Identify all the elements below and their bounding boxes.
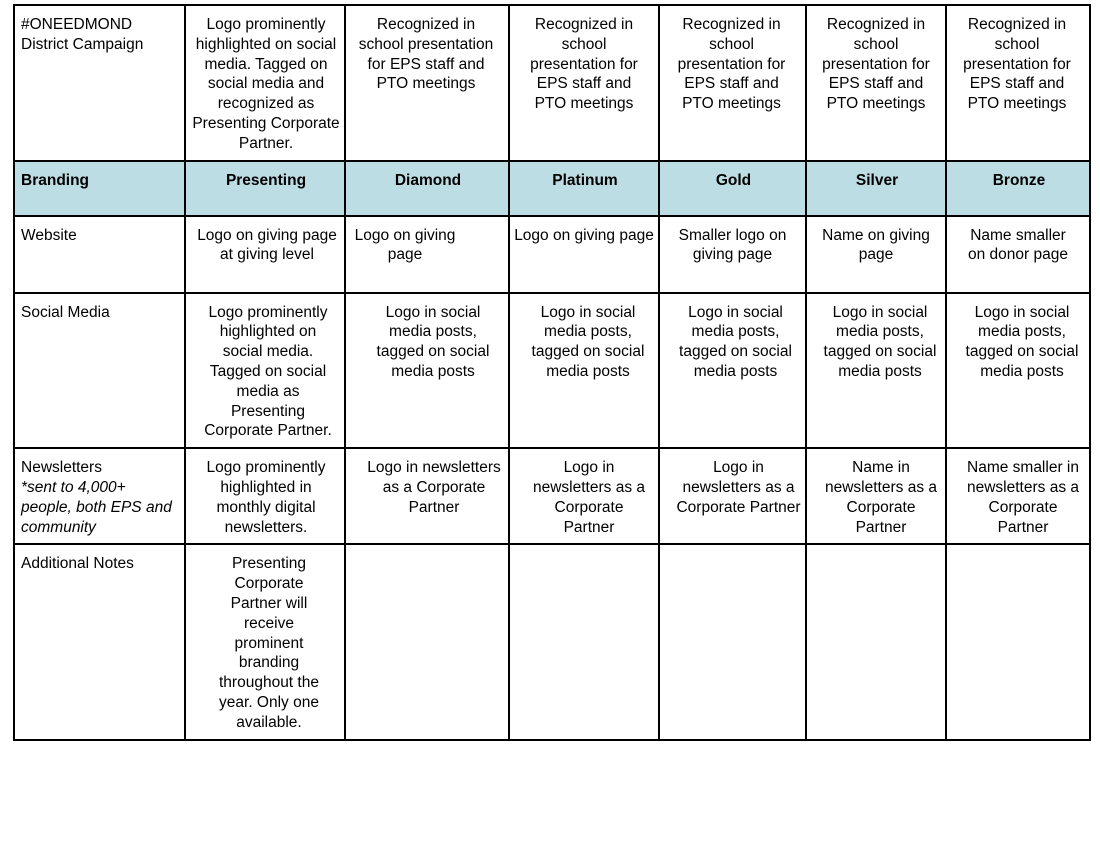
cell-gold: Smaller logo on giving page xyxy=(659,216,806,293)
cell-diamond: Logo in newsletters as a Corporate Partner xyxy=(345,448,509,544)
cell-platinum xyxy=(509,544,659,739)
cell-gold: Recognized in school presentation for EPS staff and PTO meetings xyxy=(659,5,806,161)
cell-gold: Logo in social media posts, tagged on social media posts xyxy=(659,293,806,449)
header-tier-presenting: Presenting xyxy=(185,161,345,216)
header-tier-diamond: Diamond xyxy=(345,161,509,216)
cell-bronze: Logo in social media posts, tagged on social media posts xyxy=(946,293,1090,449)
row-label: Additional Notes xyxy=(14,544,185,739)
table-row-website xyxy=(14,216,1090,293)
cell-bronze: Recognized in school presentation for EPS staff and PTO meetings xyxy=(946,5,1090,161)
cell-silver: Recognized in school presentation for EPS staff and PTO meetings xyxy=(806,5,946,161)
header-tier-bronze: Bronze xyxy=(946,161,1090,216)
row-label: Social Media xyxy=(14,293,185,449)
cell-presenting: Logo on giving page at giving level xyxy=(185,216,345,293)
cell-platinum: Recognized in school presentation for EPS staff and PTO meetings xyxy=(509,5,659,161)
table-header-row xyxy=(14,161,1090,216)
cell-diamond: Logo on giving page xyxy=(345,216,509,293)
cell-presenting: Logo prominently highlighted in monthly digital newsletters. xyxy=(185,448,345,544)
cell-diamond: Recognized in school presentation for EPS staff and PTO meetings xyxy=(345,5,509,161)
row-label-text: Newsletters xyxy=(21,459,102,477)
header-tier-gold: Gold xyxy=(659,161,806,216)
table-row-additional-notes xyxy=(14,544,1090,739)
cell-presenting: Presenting Corporate Partner will receive prominent branding throughout the year. Only one available. xyxy=(185,544,345,739)
header-branding: Branding xyxy=(14,161,185,216)
cell-bronze xyxy=(946,544,1090,739)
cell-diamond: Logo in social media posts, tagged on social media posts xyxy=(345,293,509,449)
cell-bronze: Name smaller in newsletters as a Corporate Partner xyxy=(946,448,1090,544)
cell-diamond xyxy=(345,544,509,739)
cell-platinum: Logo in newsletters as a Corporate Partner xyxy=(509,448,659,544)
cell-silver: Name on giving page xyxy=(806,216,946,293)
cell-presenting: Logo prominently highlighted on social media. Tagged on social media as Presenting Corporate Partner. xyxy=(185,293,345,449)
row-label xyxy=(14,448,185,544)
table-row-newsletters xyxy=(14,448,1090,544)
cell-silver: Name in newsletters as a Corporate Partner xyxy=(806,448,946,544)
cell-bronze: Name smaller on donor page xyxy=(946,216,1090,293)
sponsorship-tier-table xyxy=(13,4,1091,741)
header-tier-platinum: Platinum xyxy=(509,161,659,216)
cell-silver: Logo in social media posts, tagged on social media posts xyxy=(806,293,946,449)
row-label-note: *sent to 4,000+ people, both EPS and community xyxy=(21,478,172,536)
cell-platinum: Logo in social media posts, tagged on social media posts xyxy=(509,293,659,449)
table-row-social-media xyxy=(14,293,1090,449)
table-row-district-campaign xyxy=(14,5,1090,161)
cell-platinum: Logo on giving page xyxy=(509,216,659,293)
cell-silver xyxy=(806,544,946,739)
row-label: Website xyxy=(14,216,185,293)
cell-gold xyxy=(659,544,806,739)
row-label: #ONEEDMOND District Campaign xyxy=(14,5,185,161)
header-tier-silver: Silver xyxy=(806,161,946,216)
cell-gold: Logo in newsletters as a Corporate Partner xyxy=(659,448,806,544)
cell-presenting: Logo prominently highlighted on social media. Tagged on social media and recognized as Presenting Corporate Partner. xyxy=(185,5,345,161)
